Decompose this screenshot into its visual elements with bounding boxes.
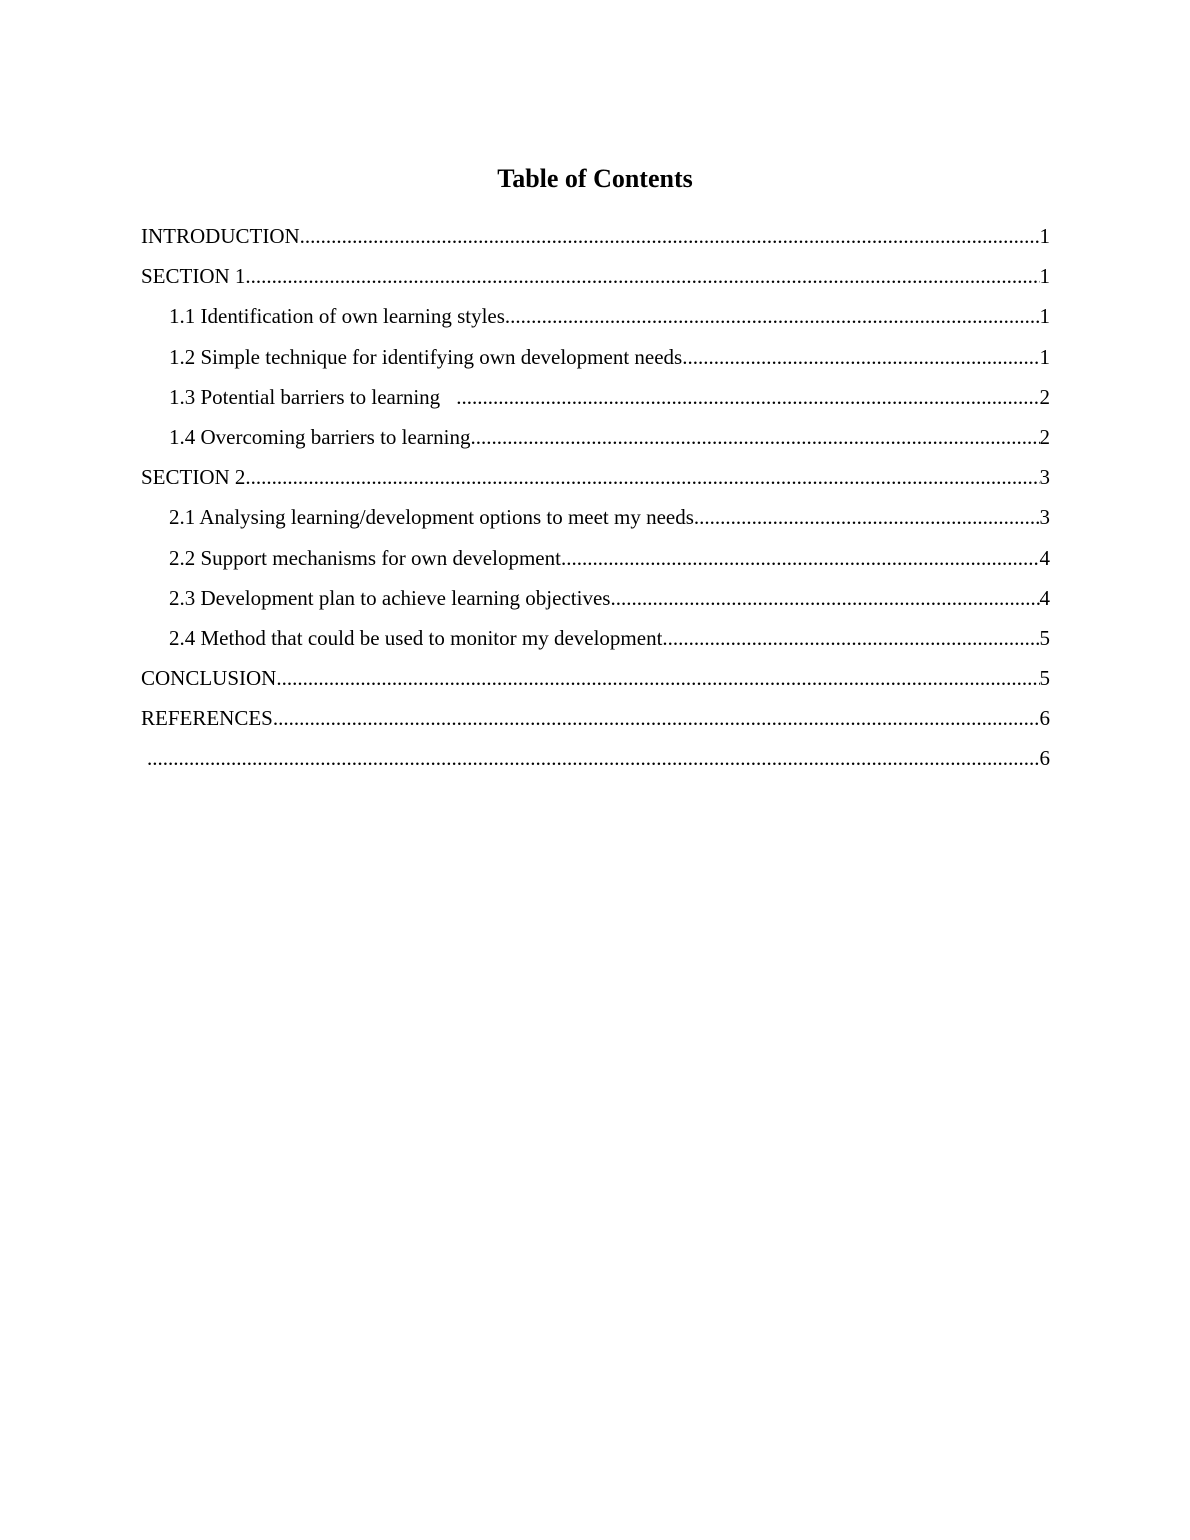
- toc-entry-2-3[interactable]: [141, 580, 1050, 620]
- toc-entry-text: 1.4 Overcoming barriers to learning: [169, 424, 471, 449]
- toc-entry-2-2[interactable]: [141, 540, 1050, 580]
- toc-page-number: 4: [1039, 585, 1050, 610]
- toc-entry-text: SECTION 2: [141, 465, 246, 490]
- toc-dot-leader: [245, 459, 1039, 495]
- toc-entry-conclusion[interactable]: [141, 660, 1050, 700]
- toc-entry-text: 2.3 Development plan to achieve learning objectives: [169, 585, 611, 610]
- toc-dot-leader: [610, 580, 1039, 616]
- toc-page-number: 1: [1039, 304, 1050, 329]
- toc-entry-text: 2.2 Support mechanisms for own development: [169, 545, 561, 570]
- toc-dot-leader: [300, 218, 1040, 254]
- toc-dot-leader: [456, 379, 1039, 415]
- toc-page-number: 6: [1039, 746, 1050, 771]
- toc-entry-text: 2.4 Method that could be used to monitor my development: [169, 625, 663, 650]
- toc-entry-2-1[interactable]: [141, 499, 1050, 539]
- toc-entry-references[interactable]: [141, 700, 1050, 740]
- toc-entry-1-2[interactable]: [141, 339, 1050, 379]
- toc-entry-introduction[interactable]: [141, 218, 1050, 258]
- toc-page-number: 4: [1039, 545, 1050, 570]
- toc-dot-leader: [276, 660, 1039, 696]
- toc-dot-leader: [147, 740, 1040, 776]
- toc-page-number: 6: [1039, 706, 1050, 731]
- toc-entry-text: 1.3 Potential barriers to learning: [169, 384, 441, 409]
- toc-page-number: 1: [1039, 344, 1050, 369]
- toc-dot-leader: [471, 419, 1040, 455]
- toc-dot-leader: [682, 339, 1039, 375]
- toc-entry-1-1[interactable]: [141, 298, 1050, 338]
- toc-dot-leader: [245, 258, 1039, 294]
- toc-entry-2-4[interactable]: [141, 620, 1050, 660]
- toc-entry-text: SECTION 1: [141, 264, 246, 289]
- toc-entry-text: 1.1 Identification of own learning styles: [169, 304, 505, 329]
- toc-entry-text: 2.1 Analysing learning/development options to meet my needs: [169, 505, 694, 530]
- toc-entry-untitled[interactable]: [141, 740, 1050, 780]
- toc-page-number: 3: [1039, 505, 1050, 530]
- toc-entry-text: CONCLUSION: [141, 666, 277, 691]
- toc-page-number: 3: [1039, 465, 1050, 490]
- toc-entry-text: REFERENCES: [141, 706, 273, 731]
- toc-entry-1-3[interactable]: [141, 379, 1050, 419]
- toc-entry-section-1[interactable]: [141, 258, 1050, 298]
- toc-page-number: 2: [1039, 424, 1050, 449]
- toc-dot-leader: [694, 499, 1040, 535]
- toc-page-number: 2: [1039, 384, 1050, 409]
- toc-entry-text: 1.2 Simple technique for identifying own development needs: [169, 344, 683, 369]
- toc-page-number: 5: [1039, 666, 1050, 691]
- toc-page-number: 1: [1039, 264, 1050, 289]
- toc-dot-leader: [662, 620, 1039, 656]
- toc-page-number: 5: [1039, 625, 1050, 650]
- toc-entry-section-2[interactable]: [141, 459, 1050, 499]
- toc-list: [141, 218, 1050, 781]
- toc-dot-leader: [561, 540, 1040, 576]
- toc-entry-1-4[interactable]: [141, 419, 1050, 459]
- toc-title: Table of Contents: [497, 164, 693, 193]
- toc-dot-leader: [505, 298, 1040, 334]
- toc-entry-text: INTRODUCTION: [141, 224, 300, 248]
- toc-dot-leader: [273, 700, 1040, 736]
- toc-page-number: 1: [1039, 224, 1050, 248]
